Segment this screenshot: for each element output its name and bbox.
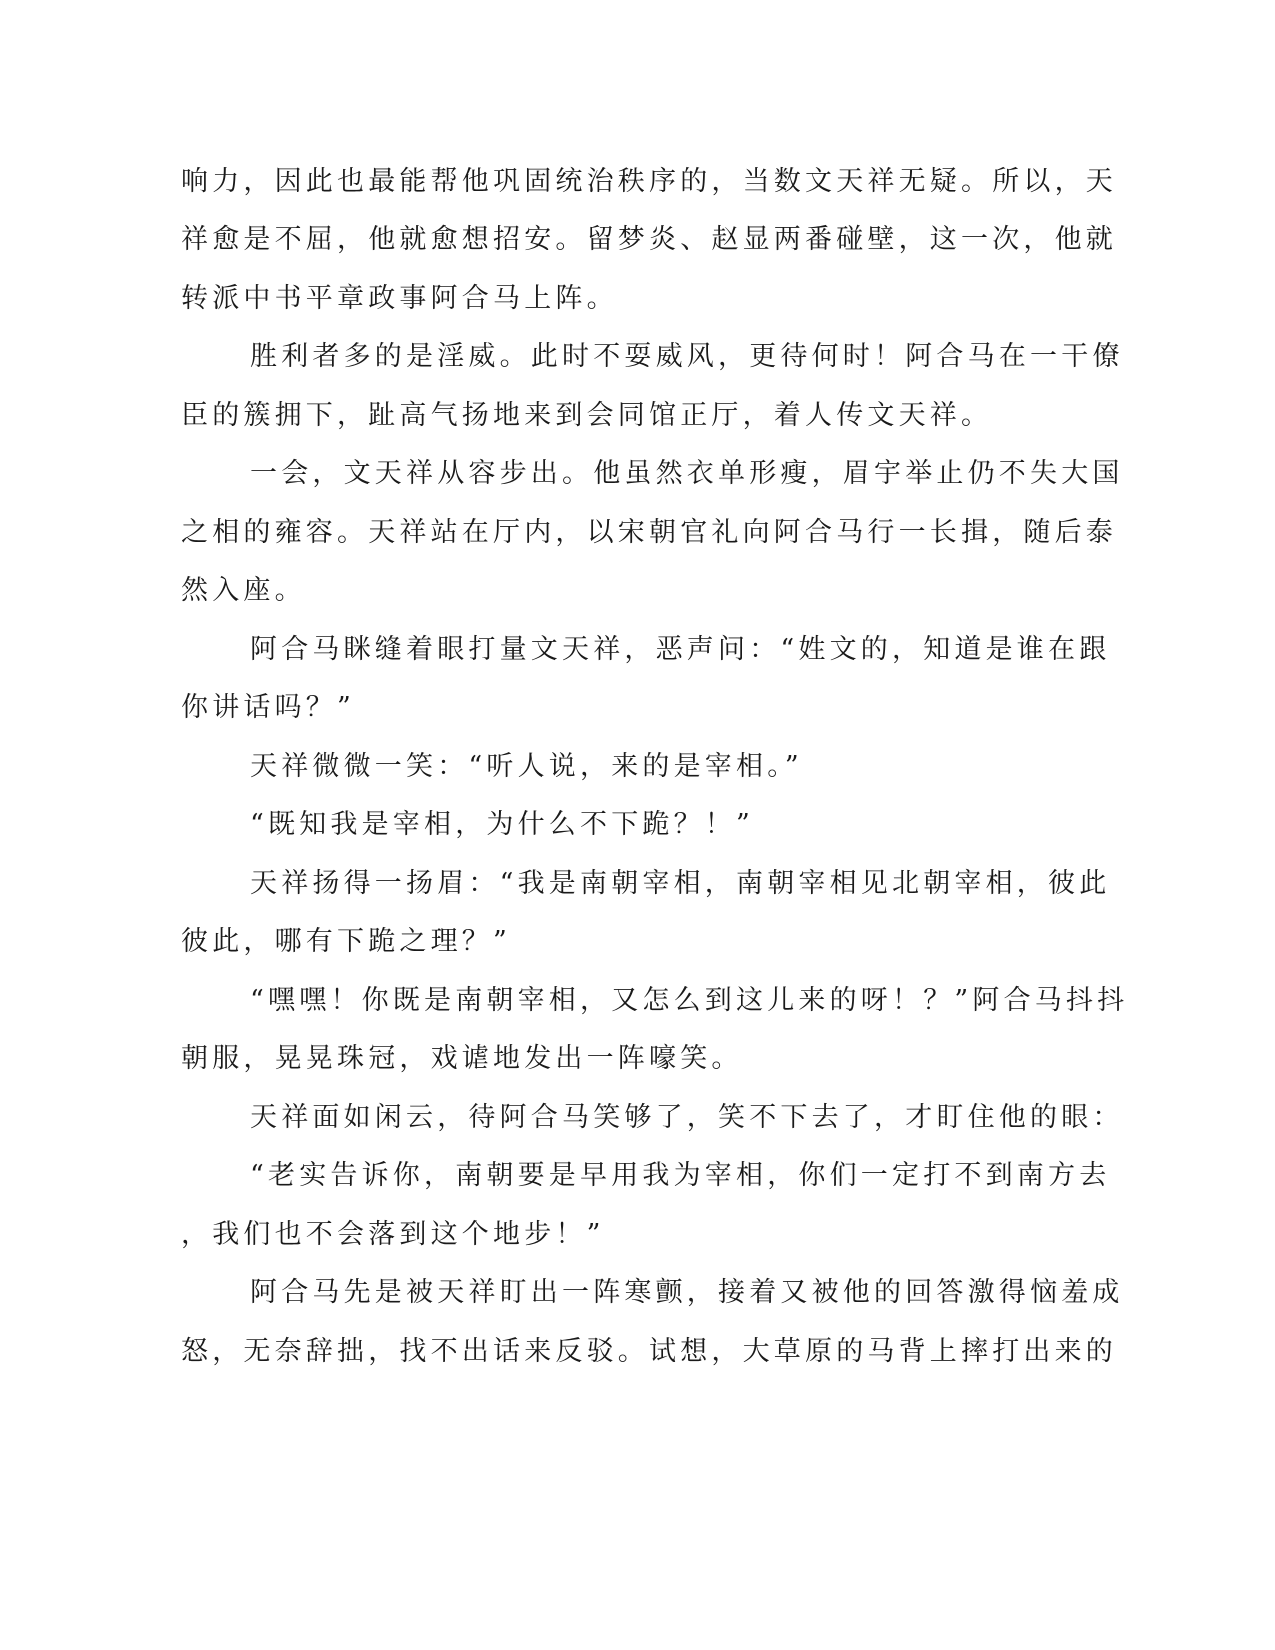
text-line: 祥愈是不屈，他就愈想招安。留梦炎、赵显两番碰壁，这一次，他就 (181, 224, 1117, 255)
text-line: 然入座。 (181, 575, 306, 606)
text-line: 一会，文天祥从容步出。他虽然衣单形瘦，眉宇举止仍不失大国 (250, 458, 1124, 489)
text-line: 阿合马先是被天祥盯出一阵寒颤，接着又被他的回答激得恼羞成 (250, 1277, 1124, 1308)
text-line: 天祥微微一笑：“听人说，来的是宰相。” (250, 751, 803, 782)
text-line: 转派中书平章政事阿合马上阵。 (181, 283, 618, 314)
text-line: 天祥扬得一扬眉：“我是南朝宰相，南朝宰相见北朝宰相，彼此 (250, 868, 1111, 899)
text-line: 阿合马眯缝着眼打量文天祥，恶声问：“姓文的，知道是谁在跟 (250, 634, 1111, 665)
text-line: 之相的雍容。天祥站在厅内，以宋朝官礼向阿合马行一长揖，随后泰 (181, 517, 1117, 548)
text-line: 朝服，晃晃珠冠，戏谑地发出一阵嚎笑。 (181, 1043, 743, 1074)
text-line: “既知我是宰相，为什么不下跪？！” (250, 809, 755, 840)
text-line: 天祥面如闲云，待阿合马笑够了，笑不下去了，才盯住他的眼： (250, 1102, 1124, 1133)
text-line: 胜利者多的是淫威。此时不耍威风，更待何时！阿合马在一干僚 (250, 341, 1124, 372)
text-line: 你讲话吗？” (181, 692, 356, 723)
text-line: 怒，无奈辞拙，找不出话来反驳。试想，大草原的马背上摔打出来的 (181, 1336, 1117, 1367)
text-line: 响力，因此也最能帮他巩固统治秩序的，当数文天祥无疑。所以，天 (181, 166, 1117, 197)
text-line: 臣的簇拥下，趾高气扬地来到会同馆正厅，着人传文天祥。 (181, 400, 993, 431)
text-line: ，我们也不会落到这个地步！” (181, 1219, 605, 1250)
text-line: 彼此，哪有下跪之理？” (181, 926, 512, 957)
text-line: “老实告诉你，南朝要是早用我为宰相，你们一定打不到南方去 (250, 1160, 1111, 1191)
text-line: “嘿嘿！你既是南朝宰相，又怎么到这儿来的呀！？”阿合马抖抖 (250, 985, 1129, 1016)
